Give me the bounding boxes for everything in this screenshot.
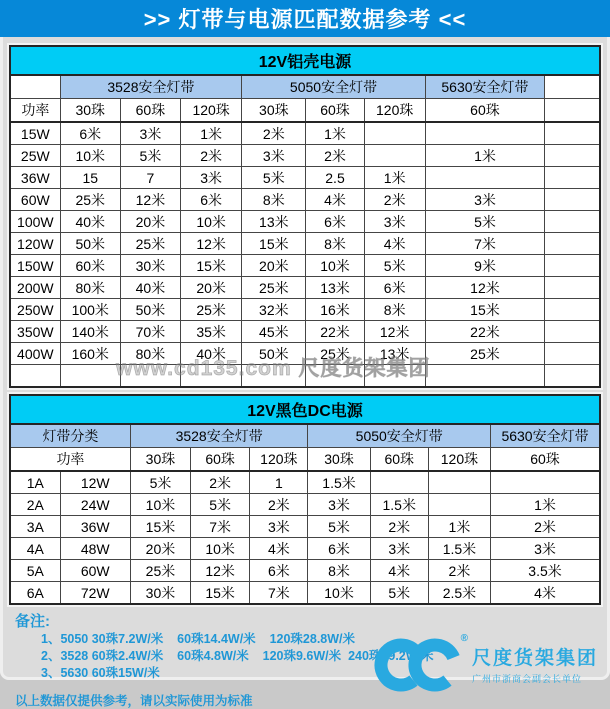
bead-header: 60珠 [491,448,600,472]
bead-header: 120珠 [428,448,490,472]
value-cell: 8米 [364,299,425,321]
value-cell: 8米 [306,233,364,255]
corner-cell [545,99,600,123]
logo-text [472,643,598,685]
value-cell: 1 [250,471,308,494]
value-cell: 30米 [130,582,190,605]
empty-cell [545,233,600,255]
power-cell: 25W [10,145,60,167]
value-cell: 10米 [306,255,364,277]
value-cell: 80米 [120,343,180,365]
table-row [10,277,600,299]
value-cell [425,167,544,189]
value-cell: 4米 [364,233,425,255]
value-cell: 1.5米 [428,538,490,560]
value-cell: 1.5米 [308,471,370,494]
group-header-3528: 3528安全灯带 [130,424,308,448]
value-cell: 3米 [308,494,370,516]
power-cell: 24W [60,494,130,516]
power-header: 功率 [10,99,60,123]
empty-cell [545,365,600,388]
value-cell: 1米 [364,167,425,189]
value-cell: 12米 [364,321,425,343]
value-cell: 3米 [364,211,425,233]
table-title-row [10,395,600,424]
value-cell [428,494,490,516]
value-cell: 160米 [60,343,120,365]
bead-header: 120珠 [364,99,425,123]
value-cell: 30米 [120,255,180,277]
category-header: 灯带分类 [10,424,130,448]
footer-notes-section [0,605,610,706]
value-cell: 32米 [242,299,306,321]
value-cell: 2米 [306,145,364,167]
value-cell [428,471,490,494]
value-cell: 1米 [306,122,364,145]
value-cell [425,122,544,145]
value-cell: 5米 [364,255,425,277]
table-row [10,122,600,145]
table-row [10,145,600,167]
group-header-5050: 5050安全灯带 [242,75,426,99]
empty-cell [545,122,600,145]
table-row [10,321,600,343]
aluminum-power-table [9,45,601,388]
disclaimer-text: 以上数据仅提供参考，请以实际使用为标准 [15,694,253,708]
bead-header: 60珠 [306,99,364,123]
group-header-5050: 5050安全灯带 [308,424,491,448]
power-cell: 350W [10,321,60,343]
value-cell: 1米 [491,494,600,516]
bead-header: 30珠 [242,99,306,123]
current-cell: 6A [10,582,60,605]
table-row [10,365,600,388]
table2-title: 12V黑色DC电源 [10,395,600,424]
value-cell: 25米 [181,299,242,321]
value-cell: 1.5米 [370,494,428,516]
value-cell: 3米 [250,516,308,538]
value-cell: 4米 [250,538,308,560]
bead-header: 120珠 [181,99,242,123]
power-cell: 60W [60,560,130,582]
group-header-row [10,75,600,99]
value-cell: 1米 [425,145,544,167]
value-cell: 3米 [370,538,428,560]
current-cell: 1A [10,471,60,494]
current-cell: 4A [10,538,60,560]
table1-title: 12V铝壳电源 [10,46,600,75]
table-row [10,471,600,494]
empty-cell [60,365,120,388]
value-cell: 12米 [191,560,250,582]
value-cell: 2米 [191,471,250,494]
power-cell: 150W [10,255,60,277]
empty-cell [364,365,425,388]
value-cell: 22米 [306,321,364,343]
empty-cell [545,321,600,343]
value-cell: 6米 [181,189,242,211]
value-cell: 45米 [242,321,306,343]
bead-header: 30珠 [130,448,190,472]
value-cell: 2.5米 [428,582,490,605]
value-cell: 1米 [181,122,242,145]
current-cell: 3A [10,516,60,538]
logo-subtitle: 广州市浙商会副会长单位 [471,674,582,684]
value-cell: 3.5米 [491,560,600,582]
notes-label: 备注: [15,613,50,630]
note-line: 3、5630 60珠15W/米 [41,666,160,680]
empty-cell [306,365,364,388]
table-row [10,343,600,365]
value-cell: 25米 [242,277,306,299]
value-cell: 2米 [364,189,425,211]
value-cell: 60米 [60,255,120,277]
value-cell: 50米 [120,299,180,321]
value-cell: 5米 [130,471,190,494]
power-cell: 72W [60,582,130,605]
bead-header: 60珠 [425,99,544,123]
value-cell: 50米 [60,233,120,255]
table-row [10,167,600,189]
value-cell: 1米 [428,516,490,538]
value-cell: 25米 [425,343,544,365]
value-cell: 7米 [425,233,544,255]
page-title: >> 灯带与电源匹配数据参考 << [143,7,467,32]
empty-cell [545,167,600,189]
value-cell: 3米 [425,189,544,211]
cc-logo-icon [374,635,466,693]
empty-cell [242,365,306,388]
empty-cell [545,277,600,299]
value-cell [364,122,425,145]
bead-header: 30珠 [308,448,370,472]
value-cell: 6米 [60,122,120,145]
group-header-5630: 5630安全灯带 [491,424,600,448]
empty-cell [545,343,600,365]
value-cell: 5米 [242,167,306,189]
empty-cell [425,365,544,388]
value-cell: 8米 [242,189,306,211]
value-cell: 35米 [181,321,242,343]
value-cell: 5米 [370,582,428,605]
value-cell: 5米 [308,516,370,538]
value-cell: 13米 [364,343,425,365]
value-cell: 4米 [491,582,600,605]
bead-header-row [10,448,600,472]
logo-company-name: 尺度货架集团 [471,648,598,669]
table-row [10,233,600,255]
bead-header: 60珠 [191,448,250,472]
table-row [10,538,600,560]
power-cell: 15W [10,122,60,145]
value-cell: 40米 [181,343,242,365]
value-cell: 7米 [250,582,308,605]
value-cell: 4米 [370,560,428,582]
value-cell: 6米 [308,538,370,560]
power-cell: 48W [60,538,130,560]
value-cell: 20米 [120,211,180,233]
value-cell: 3米 [120,122,180,145]
value-cell: 12米 [425,277,544,299]
table-row [10,560,600,582]
value-cell [370,471,428,494]
empty-cell [545,255,600,277]
value-cell: 2.5 [306,167,364,189]
value-cell: 2米 [181,145,242,167]
note-line: 2、3528 60珠2.4W/米 60珠4.8W/米 120珠9.6W/米 240珠19.2W/米 [41,649,434,663]
dc-power-table-section [9,394,601,605]
value-cell: 5米 [120,145,180,167]
page-title-banner [0,0,610,37]
value-cell: 2米 [491,516,600,538]
table-row [10,255,600,277]
power-cell: 36W [10,167,60,189]
value-cell: 10米 [181,211,242,233]
value-cell: 15 [60,167,120,189]
empty-cell [545,145,600,167]
power-cell: 60W [10,189,60,211]
value-cell: 2米 [370,516,428,538]
value-cell: 20米 [181,277,242,299]
value-cell: 20米 [242,255,306,277]
value-cell: 7 [120,167,180,189]
table-row [10,299,600,321]
value-cell: 4米 [306,189,364,211]
power-header: 功率 [10,448,130,472]
group-header-row [10,424,600,448]
value-cell: 12米 [181,233,242,255]
power-cell: 400W [10,343,60,365]
value-cell: 25米 [306,343,364,365]
value-cell: 2米 [428,560,490,582]
dc-power-table [9,394,601,605]
empty-cell [545,211,600,233]
value-cell: 13米 [306,277,364,299]
value-cell: 10米 [191,538,250,560]
value-cell: 15米 [130,516,190,538]
empty-cell [545,189,600,211]
value-cell: 16米 [306,299,364,321]
value-cell: 5米 [425,211,544,233]
current-cell: 5A [10,560,60,582]
watermark: www.cd135.com 尺度货架集团 [116,357,431,380]
table-row [10,494,600,516]
value-cell: 13米 [242,211,306,233]
value-cell: 7米 [191,516,250,538]
value-cell: 2米 [242,122,306,145]
bead-header: 120珠 [250,448,308,472]
value-cell [491,471,600,494]
corner-cell [10,75,60,99]
registered-mark: ® [460,633,468,644]
value-cell: 3米 [242,145,306,167]
bead-header: 60珠 [370,448,428,472]
power-cell: 200W [10,277,60,299]
value-cell: 100米 [60,299,120,321]
empty-cell [10,365,60,388]
group-header-5630: 5630安全灯带 [425,75,544,99]
table-title-row [10,46,600,75]
value-cell: 10米 [130,494,190,516]
value-cell: 6米 [364,277,425,299]
value-cell: 40米 [120,277,180,299]
value-cell: 15米 [242,233,306,255]
value-cell: 40米 [60,211,120,233]
table-row [10,211,600,233]
value-cell: 6米 [250,560,308,582]
bead-header: 30珠 [60,99,120,123]
value-cell: 25米 [130,560,190,582]
empty-cell [181,365,242,388]
value-cell: 22米 [425,321,544,343]
value-cell: 20米 [130,538,190,560]
power-cell: 100W [10,211,60,233]
empty-cell [120,365,180,388]
corner-cell [545,75,600,99]
value-cell: 80米 [60,277,120,299]
value-cell: 2米 [250,494,308,516]
value-cell: 8米 [308,560,370,582]
value-cell: 70米 [120,321,180,343]
value-cell: 10米 [60,145,120,167]
value-cell: 3米 [181,167,242,189]
value-cell: 25米 [60,189,120,211]
note-line: 1、5050 30珠7.2W/米 60珠14.4W/米 120珠28.8W/米 [41,632,356,646]
current-cell: 2A [10,494,60,516]
table-row [10,189,600,211]
value-cell: 15米 [181,255,242,277]
value-cell: 5米 [191,494,250,516]
group-header-3528: 3528安全灯带 [60,75,242,99]
company-logo [374,635,598,693]
value-cell [364,145,425,167]
bead-header: 60珠 [120,99,180,123]
power-cell: 12W [60,471,130,494]
value-cell: 10米 [308,582,370,605]
value-cell: 140米 [60,321,120,343]
value-cell: 25米 [120,233,180,255]
bead-header-row [10,99,600,123]
value-cell: 50米 [242,343,306,365]
value-cell: 15米 [191,582,250,605]
value-cell: 12米 [120,189,180,211]
value-cell: 6米 [306,211,364,233]
table-row [10,582,600,605]
value-cell: 15米 [425,299,544,321]
table-row [10,516,600,538]
aluminum-power-table-section [9,45,601,388]
value-cell: 9米 [425,255,544,277]
value-cell: 3米 [491,538,600,560]
power-cell: 36W [60,516,130,538]
empty-cell [545,299,600,321]
power-cell: 250W [10,299,60,321]
power-cell: 120W [10,233,60,255]
